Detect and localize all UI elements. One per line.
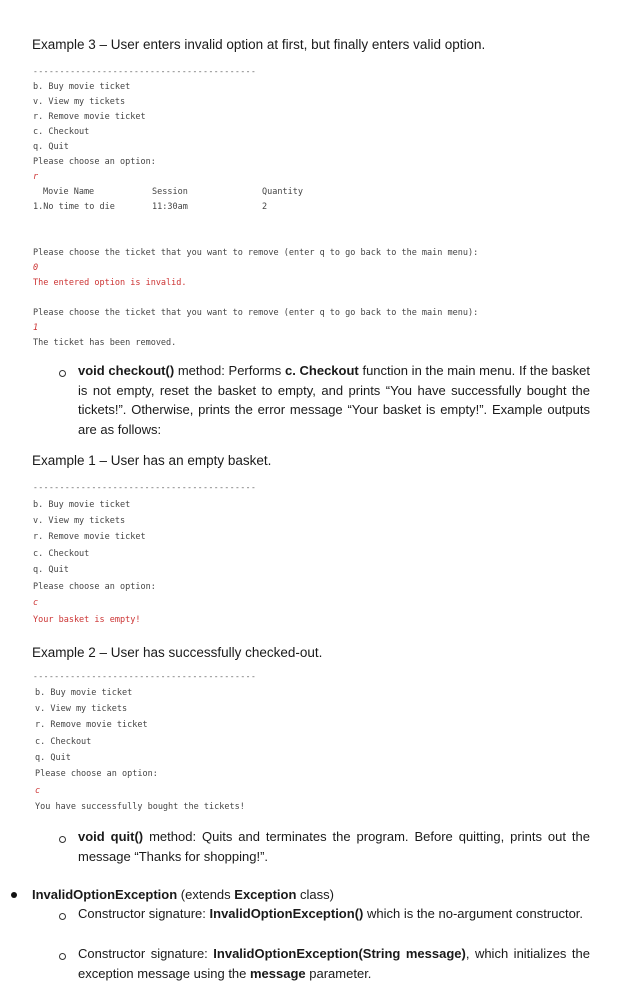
success-message: The ticket has been removed. [33, 338, 177, 348]
menu-item-remove: r. Remove movie ticket [35, 720, 148, 730]
function-name: c. Checkout [284, 363, 359, 378]
menu-item-checkout: c. Checkout [35, 737, 92, 747]
menu-item-remove: r. Remove movie ticket [33, 532, 146, 542]
user-input: 1 [33, 323, 39, 333]
description-text: parameter. [305, 965, 372, 981]
error-message: Your basket is empty! [33, 615, 141, 625]
menu-item-checkout: c. Checkout [33, 127, 90, 137]
class-name: InvalidOptionException [32, 887, 178, 902]
example3-heading: Example 3 – User enters invalid option at first, but finally enters valid option. [32, 37, 486, 52]
user-input: r [33, 172, 39, 182]
table-cell-session: 11:30am [152, 202, 188, 212]
constructor-message [78, 944, 590, 983]
description-text: method: Performs [174, 363, 285, 378]
bullet-circle-icon [59, 913, 66, 920]
bullet-circle-icon [59, 836, 66, 843]
description-text: Constructor signature: [78, 906, 210, 921]
table-header-quantity: Quantity [262, 187, 303, 197]
menu-item-quit: q. Quit [35, 753, 71, 763]
menu-item-buy: b. Buy movie ticket [33, 500, 131, 510]
menu-item-checkout: c. Checkout [33, 549, 90, 559]
example2-heading: Example 2 – User has successfully checked-out. [32, 645, 323, 660]
bullet-dot-icon [11, 892, 17, 898]
bullet-circle-icon [59, 370, 66, 377]
description-text: which is the no-argument constructor. [363, 906, 584, 921]
constructor-signature: InvalidOptionException(String message) [213, 946, 466, 961]
table-header-movie: Movie Name [43, 187, 95, 197]
table-cell-quantity: 2 [262, 202, 268, 212]
table-header-session: Session [152, 187, 188, 197]
description-text: Constructor signature: [78, 946, 214, 961]
description-text: method: Quits and terminates the program. Before quitting, prints out the message “Thanks for shopping!”. [78, 829, 590, 864]
menu-item-buy: b. Buy movie ticket [35, 688, 133, 698]
method-name: void quit() [78, 829, 144, 844]
description-text: , which initializes the exception message using the [78, 946, 590, 981]
checkout-description [78, 361, 590, 439]
constructor-signature: InvalidOptionException() [209, 906, 364, 921]
menu-item-quit: q. Quit [33, 142, 69, 152]
user-input: c [35, 786, 41, 796]
prompt-text: Please choose an option: [35, 769, 158, 779]
menu-item-view: v. View my tickets [35, 704, 128, 714]
error-message: The entered option is invalid. [33, 278, 187, 288]
example3-divider: ------------------------------------------ [33, 67, 257, 76]
prompt-text: Please choose an option: [33, 157, 156, 167]
description-text: function in the main menu. If the basket is not empty, reset the basket to empty, and prints “You have successfully bought the tickets!”. Otherwise, prints the error message “Your basket is empty!”. Example outputs are as follows: [78, 363, 590, 437]
menu-item-quit: q. Quit [33, 565, 69, 575]
description-text: (extends [177, 887, 235, 902]
bullet-circle-icon [59, 953, 66, 960]
example2-divider: ------------------------------------------ [33, 672, 257, 681]
table-cell-movie: 1.No time to die [33, 202, 115, 212]
success-message: You have successfully bought the tickets! [35, 802, 245, 812]
user-input: c [33, 598, 39, 608]
example1-heading: Example 1 – User has an empty basket. [32, 453, 272, 468]
quit-description [78, 827, 590, 866]
method-name: void checkout() [78, 363, 175, 378]
constructor-no-arg [78, 904, 590, 924]
menu-item-buy: b. Buy movie ticket [33, 82, 131, 92]
example1-divider: ------------------------------------------ [33, 483, 257, 492]
remove-prompt: Please choose the ticket that you want to remove (enter q to go back to the main menu): [33, 308, 479, 318]
base-class-name: Exception [234, 887, 297, 902]
exception-class-heading [32, 885, 592, 905]
parameter-name: message [250, 965, 306, 981]
menu-item-remove: r. Remove movie ticket [33, 112, 146, 122]
remove-prompt: Please choose the ticket that you want to remove (enter q to go back to the main menu): [33, 248, 479, 258]
menu-item-view: v. View my tickets [33, 97, 126, 107]
menu-item-view: v. View my tickets [33, 516, 126, 526]
user-input: 0 [33, 263, 39, 273]
prompt-text: Please choose an option: [33, 582, 156, 592]
description-text: class) [296, 887, 334, 902]
